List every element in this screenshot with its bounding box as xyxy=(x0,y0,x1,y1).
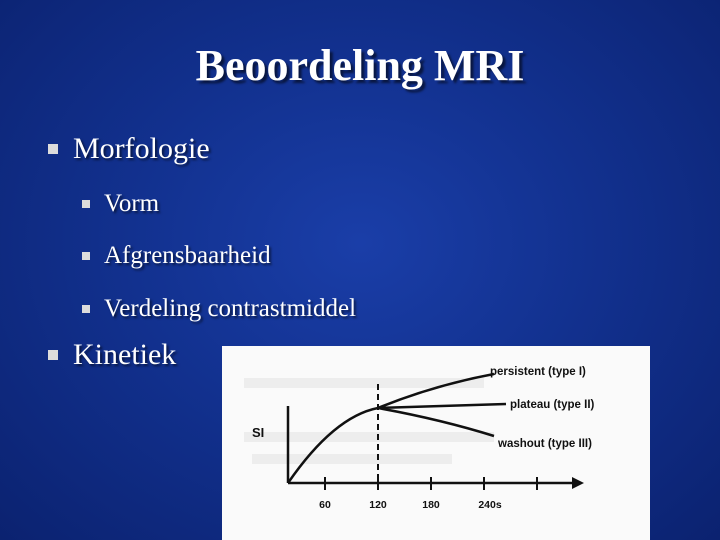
x-tick-label: 60 xyxy=(319,499,331,511)
square-bullet-icon xyxy=(48,144,58,154)
curve-label-washout: washout (type III) xyxy=(498,438,592,450)
washout-curve xyxy=(378,408,494,436)
subbullet-verdeling-contrastmiddel xyxy=(82,295,356,323)
bullet-text: Verdeling contrastmiddel xyxy=(104,295,357,322)
subbullet-afgrensbaarheid xyxy=(82,242,271,270)
enhancement-curve-figure xyxy=(222,346,650,540)
curve-label-persistent: persistent (type I) xyxy=(490,366,586,378)
y-axis-label: SI xyxy=(252,425,265,440)
enhancement-curve-diagram xyxy=(222,346,650,540)
bullet-text: Vorm xyxy=(104,190,160,217)
square-bullet-icon xyxy=(82,305,90,313)
bullet-text: Kinetiek xyxy=(73,338,177,371)
square-bullet-icon xyxy=(82,252,90,260)
slide-title: Beoordeling MRI xyxy=(195,41,525,90)
plateau-curve xyxy=(378,404,506,408)
square-bullet-icon xyxy=(48,350,58,360)
subbullet-vorm xyxy=(82,190,159,218)
x-axis-arrow-icon xyxy=(572,477,584,489)
bullet-kinetiek xyxy=(48,338,176,372)
x-tick-label: 120 xyxy=(369,499,387,511)
bullet-morfologie xyxy=(48,132,210,166)
x-tick-label: 180 xyxy=(422,499,440,511)
curve-label-plateau: plateau (type II) xyxy=(510,399,595,411)
bullet-text: Afgrensbaarheid xyxy=(104,242,271,269)
bullet-text: Morfologie xyxy=(73,132,210,165)
background-bleed-through xyxy=(244,378,494,464)
initial-rise-curve xyxy=(288,408,378,483)
square-bullet-icon xyxy=(82,200,90,208)
x-tick-label: 240s xyxy=(478,499,502,511)
